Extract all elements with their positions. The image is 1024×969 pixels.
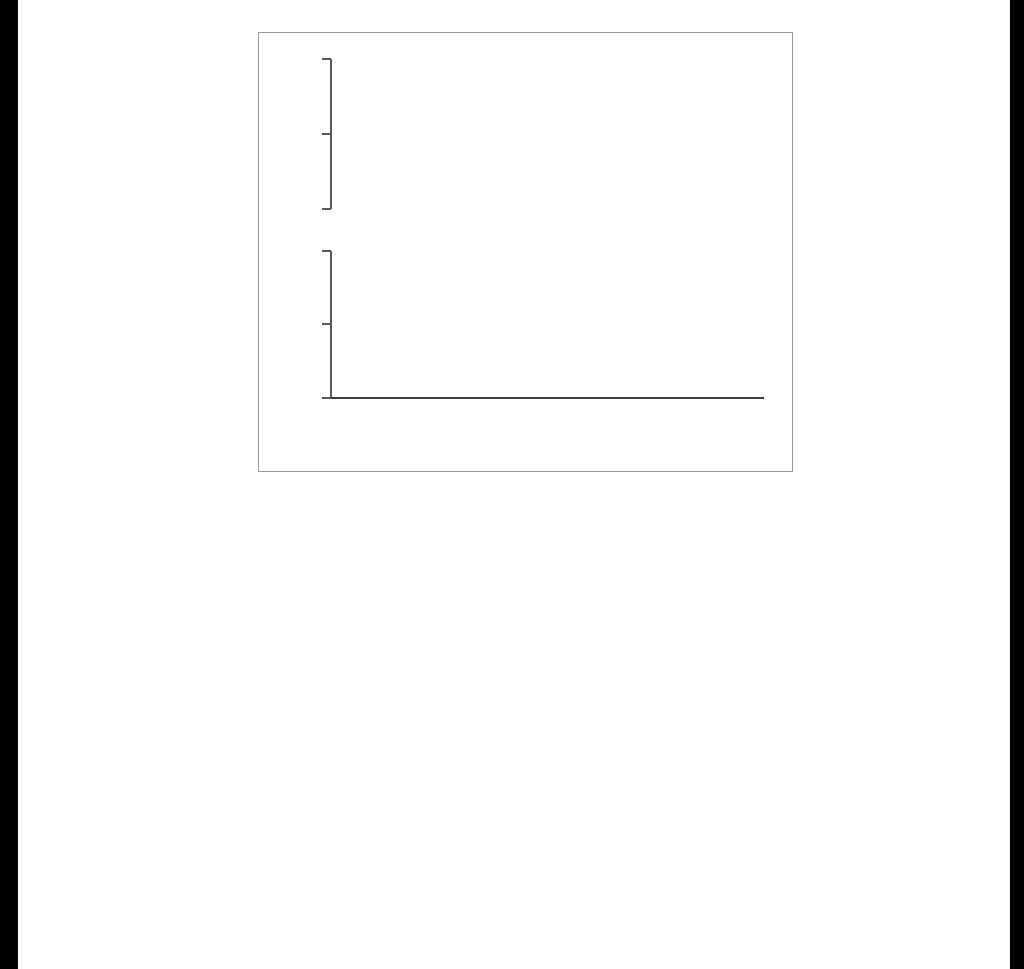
absorption-spectra-chart bbox=[259, 33, 792, 471]
question-stem bbox=[80, 6, 980, 28]
question-parts bbox=[104, 532, 984, 560]
figure-2-box bbox=[258, 32, 793, 472]
document-page bbox=[18, 0, 1010, 969]
page-edge-left bbox=[0, 0, 18, 969]
bottom-panel-group bbox=[259, 33, 764, 398]
top-panel-group bbox=[259, 33, 331, 209]
page-edge-right bbox=[1010, 0, 1024, 969]
